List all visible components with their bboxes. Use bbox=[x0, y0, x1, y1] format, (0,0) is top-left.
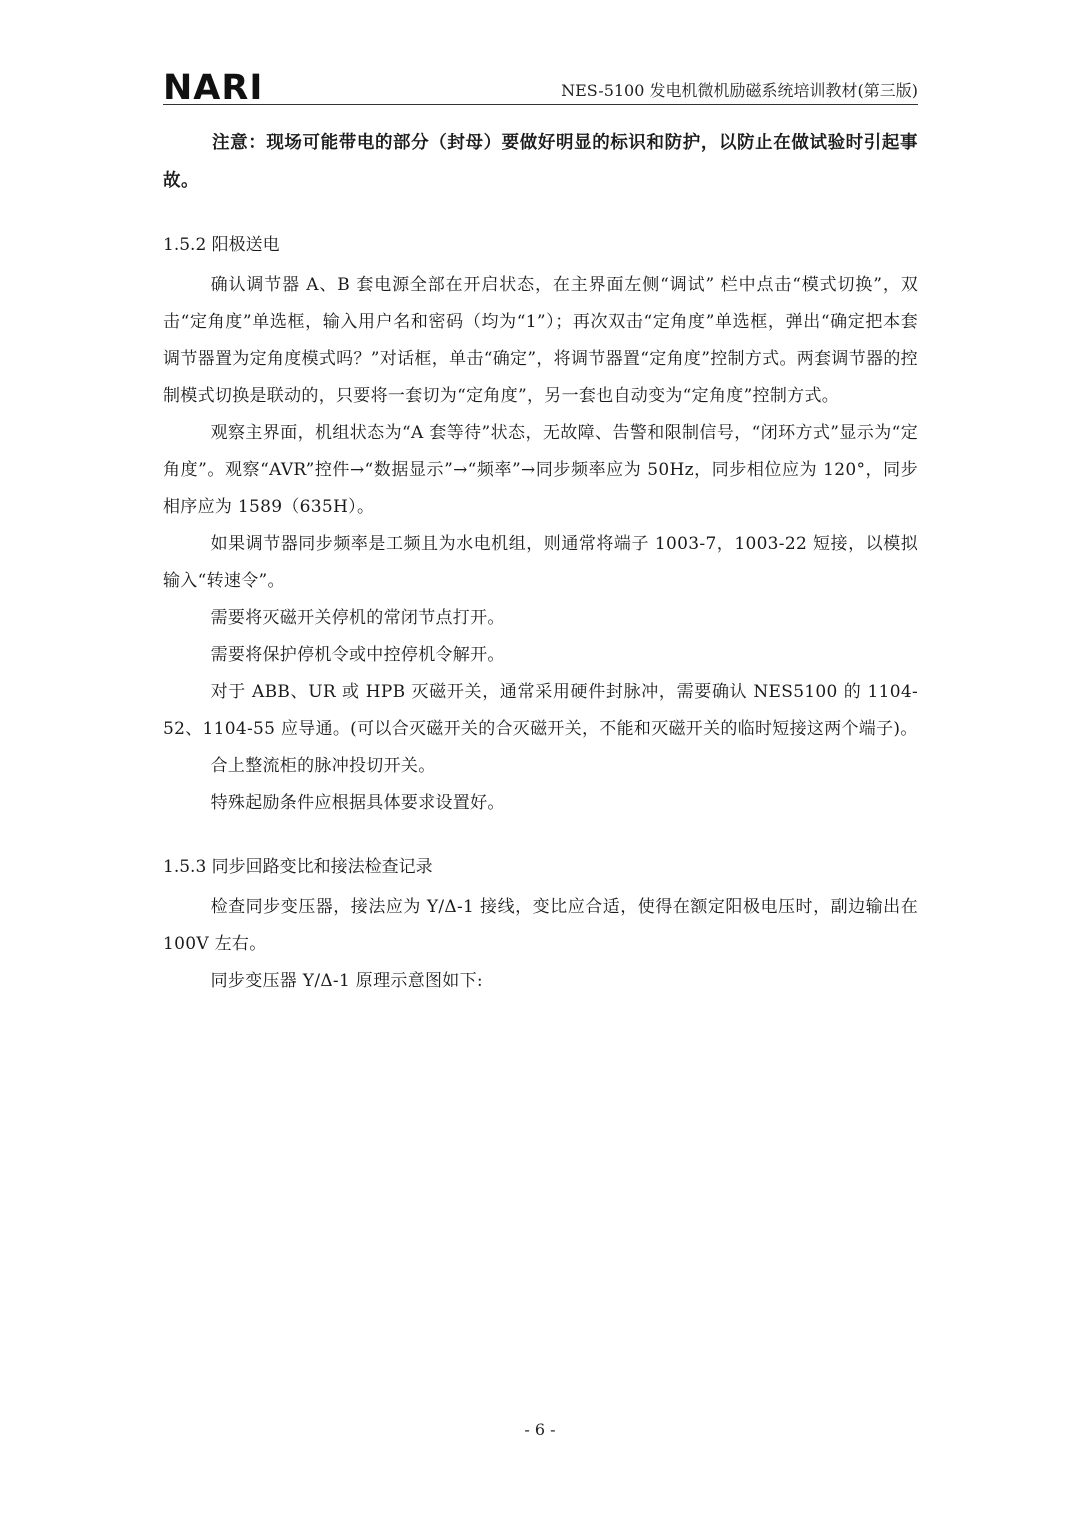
paragraph: 如果调节器同步频率是工频且为水电机组，则通常将端子 1003-7，1003-22 短接，以模拟输入“转速令”。 bbox=[163, 534, 918, 591]
paragraph: 确认调节器 A、B 套电源全部在开启状态，在主界面左侧“调试” 栏中点击“模式切换”，双击“定角度”单选框，输入用户名和密码（均为“1”）；再次双击“定角度”单选框，弹出“确定把本套调节器置为定角度模式吗？”对话框，单击“确定”，将调节器置“定角度”控制方式。两套调节器的控制模式切换是联动的，只要将一套切为“定角度”，另一套也自动变为“定角度”控制方式。 bbox=[163, 275, 918, 406]
paragraph: 对于 ABB、UR 或 HPB 灭磁开关，通常采用硬件封脉冲，需要确认 NES5100 的 1104-52、1104-55 应导通。(可以合灭磁开关的合灭磁开关，不能和灭磁开关的临时短接这两个端子)。 bbox=[163, 682, 918, 739]
paragraph: 同步变压器 Y/Δ-1 原理示意图如下: bbox=[210, 971, 483, 991]
page-content bbox=[163, 124, 918, 1000]
document-title: NES-5100 发电机微机励磁系统培训教材(第三版) bbox=[561, 81, 918, 100]
paragraph: 特殊起励条件应根据具体要求设置好。 bbox=[210, 793, 505, 813]
company-logo: NARI bbox=[163, 68, 264, 108]
paragraph: 检查同步变压器，接法应为 Y/Δ-1 接线，变比应合适，使得在额定阳极电压时，副边输出在 100V 左右。 bbox=[163, 897, 918, 954]
section-heading-1-5-2: 1.5.2 阳极送电 bbox=[163, 235, 280, 255]
page-number: - 6 - bbox=[524, 1420, 556, 1439]
paragraph: 观察主界面，机组状态为“A 套等待”状态，无故障、告警和限制信号，“闭环方式”显示为“定角度”。观察“AVR”控件→“数据显示”→“频率”→同步频率应为 50Hz，同步相位应为 120°，同步相序应为 1589（635H）。 bbox=[163, 423, 918, 517]
paragraph: 需要将保护停机令或中控停机令解开。 bbox=[210, 645, 505, 665]
paragraph: 需要将灭磁开关停机的常闭节点打开。 bbox=[210, 608, 505, 628]
paragraph: 合上整流柜的脉冲投切开关。 bbox=[210, 756, 436, 776]
section-heading-1-5-3: 1.5.3 同步回路变比和接法检查记录 bbox=[163, 857, 433, 877]
header-divider bbox=[163, 104, 918, 105]
safety-notice: 注意：现场可能带电的部分（封母）要做好明显的标识和防护，以防止在做试验时引起事故。 bbox=[163, 133, 918, 191]
